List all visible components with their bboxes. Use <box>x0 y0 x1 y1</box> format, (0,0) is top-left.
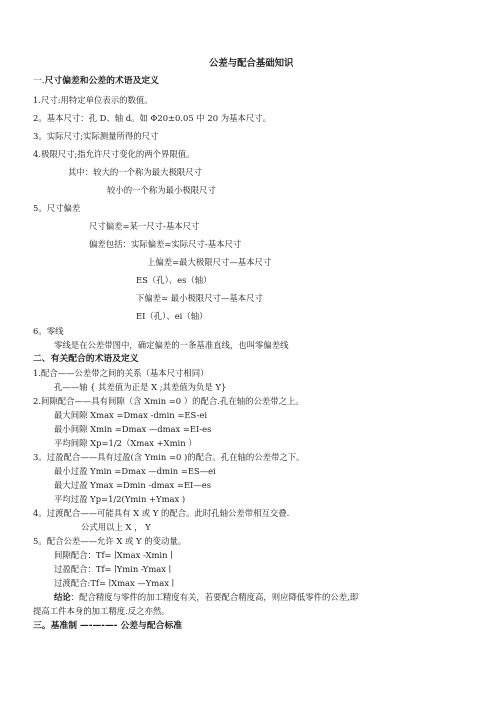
s2-line-11: 4。过渡配合——可能具有 X 或 Y 的配合。此时孔轴公差带相互交叠. <box>33 508 290 518</box>
section-1-heading <box>33 76 159 87</box>
s1-line-7: 5。尺寸偏差 <box>33 203 81 213</box>
section-3-heading: 三。基准制 —-—-—- 公差与配合标准 <box>33 621 183 631</box>
section-1-title: 尺寸偏差和公差的术语及定义 <box>44 76 159 86</box>
s1-line-15: 零线是在公差带图中，确定偏差的一条基准直线，也叫零偏差线 <box>54 340 289 350</box>
s2-line-16: 过渡配合:Tf= ∣Xmax —Ymax ∣ <box>54 578 175 588</box>
s1-line-4: 4.极限尺寸;指允许尺寸变化的两个界限值。 <box>33 149 195 159</box>
s1-line-6: 较小的一个称为最小极限尺寸 <box>107 185 216 195</box>
document-title: 公差与配合基础知识 <box>209 58 294 69</box>
s1-line-5: 其中：较大的一个称为最大极限尺寸 <box>68 167 202 177</box>
s2-line-2: 孔——轴 { 其差值为正是 X ;其差值为负是 Y} <box>54 382 227 392</box>
s2-line-6: 平均间隙 Xp=1/2（Xmax +Xmin ） <box>54 438 197 448</box>
s1-line-3: 3。实际尺寸;实际测量所得的尺寸 <box>33 131 159 141</box>
conclusion-label: 结论 <box>54 592 71 602</box>
s1-line-9: 偏差包括：实际偏差=实际尺寸-基本尺寸 <box>89 239 242 249</box>
s2-line-15: 过盈配合：Tf= ∣Ymin -Ymax ∣ <box>54 564 172 574</box>
s2-line-14: 间隙配合：Tf= ∣Xmax -Xmin ∣ <box>54 550 173 560</box>
s2-line-5: 最小间隙 Xmin =Dmax —dmax =EI-es <box>54 424 212 434</box>
s2-line-1: 1.配合——公差带之间的关系（基本尺寸相同） <box>33 368 209 378</box>
s2-line-7: 3。过盈配合——具有过盈(含 Ymin =0 )的配合。孔在轴的公差带之下。 <box>33 452 305 462</box>
s2-line-9: 最大过盈 Ymax =Dmin -dmax =EI—es <box>54 480 211 490</box>
s1-line-1: 1.尺寸:用特定单位表示的数值。 <box>33 95 153 105</box>
s2-line-17 <box>54 592 358 603</box>
section-1-prefix: 一. <box>33 76 45 86</box>
s2-line-10: 平均过盈 Yp=1/2(Ymin +Ymax ) <box>54 494 186 504</box>
s1-line-10: 上偏差=最大极限尺寸—基本尺寸 <box>147 257 272 267</box>
s2-line-8: 最小过盈 Ymin =Dmax —dmin =ES—ei <box>54 466 216 476</box>
conclusion-text: ：配合精度与零件的加工精度有关，若要配合精度高，则应降低零件的公差,即 <box>70 592 359 602</box>
s1-line-14: 6。零线 <box>33 326 64 336</box>
s1-line-8: 尺寸偏差=某一尺寸-基本尺寸 <box>89 221 200 231</box>
s1-line-13: EI（孔）、ei（轴） <box>136 311 208 321</box>
s2-line-4: 最大间隙 Xmax =Dmax -dmin =ES-ei <box>54 410 208 420</box>
s2-line-12: 公式用以上 X ， Y <box>81 522 151 532</box>
section-2-heading: 二、有关配合的术语及定义 <box>33 354 139 364</box>
s2-line-13: 5。配合公差——允许 X 或 Y 的变动量。 <box>33 536 187 546</box>
s2-line-18: 提高工件本身的加工精度.反之亦然。 <box>33 606 170 616</box>
s1-line-2: 2。基本尺寸：孔 D、轴 d。如 Φ20±0.05 中 20 为基本尺寸。 <box>33 113 271 123</box>
s2-line-3: 2.间隙配合——具有间隙（含 Xmin =0 ）的配合.孔在轴的公差带之上。 <box>33 396 304 406</box>
s1-line-12: 下偏差= 最小极限尺寸—基本尺寸 <box>136 293 263 303</box>
s1-line-11: ES（孔）、es（轴） <box>136 275 212 285</box>
